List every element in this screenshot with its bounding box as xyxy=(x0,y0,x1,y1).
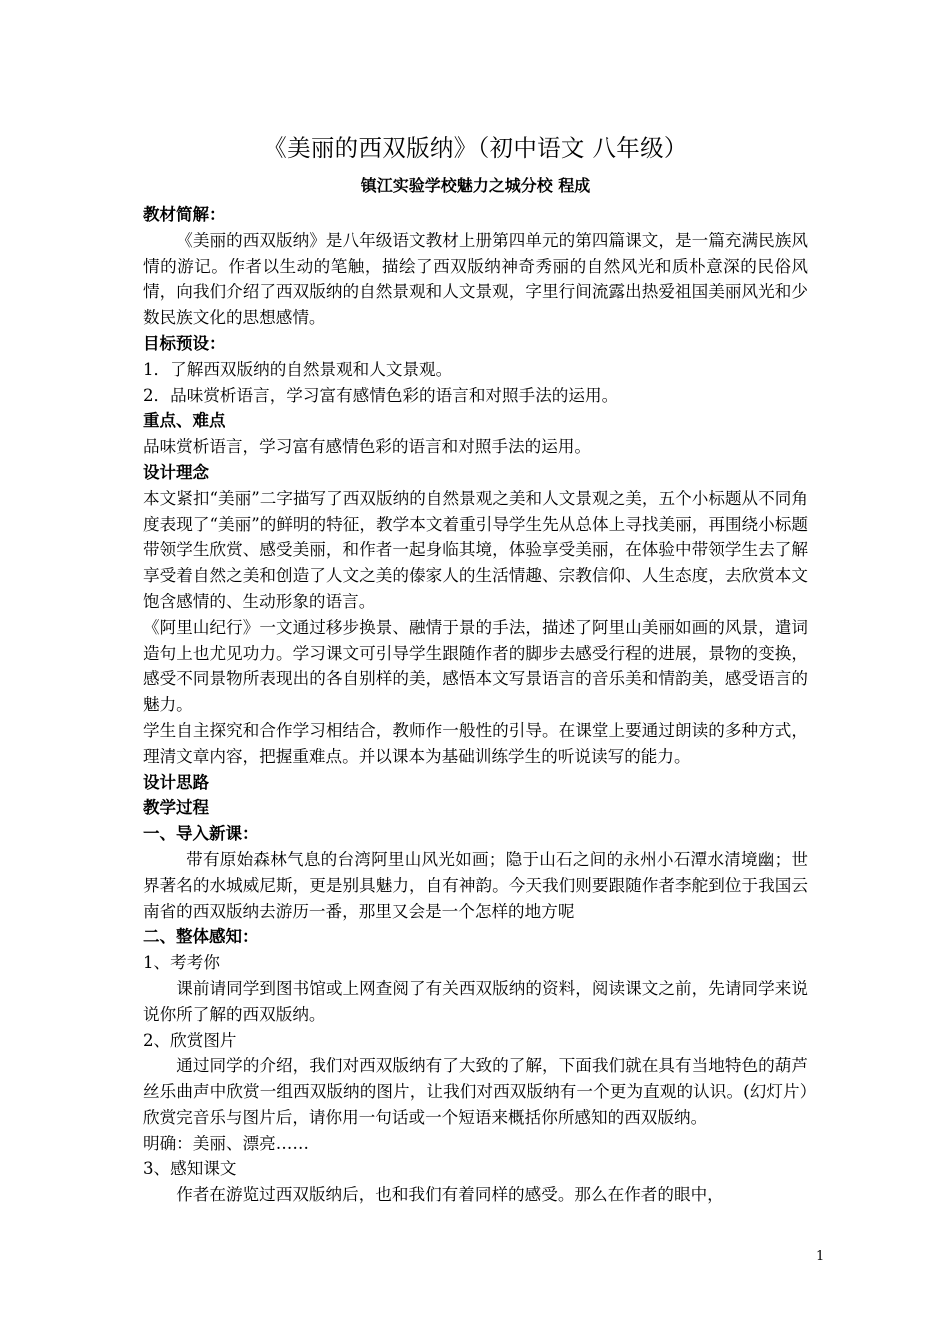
goal-item-2: 2．品味赏析语言，学习富有感情色彩的语言和对照手法的运用。 xyxy=(143,385,619,405)
concept-paragraph-1: 本文紧扣“美丽”二字描写了西双版纳的自然景观之美和人文景观之美，五个小标题从不同角度表现了“美丽”的鲜明的特征，教学本文着重引导学生先从总体上寻找美丽，再围绕小标题带领学生欣赏、感受美丽，和作者一起身临其境，体验享受美丽，在体验中带领学生去了解享受着自然之美和创造了人文之美的傣家人的生活情趣、宗教信仰、人生态度，去欣赏本文饱含感情的、生动形象的语言。 xyxy=(143,488,808,611)
heading-design-idea: 设计思路 xyxy=(143,772,209,792)
goal-item-1: 1．了解西双版纳的自然景观和人文景观。 xyxy=(143,359,453,379)
sub-3-title: 3、感知课文 xyxy=(143,1159,237,1179)
concept-paragraph-2: 《阿里山纪行》一文通过移步换景、融情于景的手法，描述了阿里山美丽如画的风景，遣词造句上也尤见功力。学习课文可引导学生跟随作者的脚步去感受行程的进展，景物的变换，感受不同景物所表现出的各自别样的美，感悟本文写景语言的音乐美和情韵美，感受语言的魅力。 xyxy=(143,617,808,715)
sub-2-paragraph: 通过同学的介绍，我们对西双版纳有了大致的了解，下面我们就在具有当地特色的葫芦丝乐曲声中欣赏一组西双版纳的图片，让我们对西双版纳有一个更为直观的认识。(幻灯片）欣赏完音乐与图片后，请你用一句话或一个短语来概括你所感知的西双版纳。 xyxy=(143,1056,808,1127)
heading-focus: 重点、难点 xyxy=(143,411,226,431)
document-title: 《美丽的西双版纳》（初中语文 八年级） xyxy=(263,134,688,162)
intro-paragraph: 《美丽的西双版纳》是八年级语文教材上册第四单元的第四篇课文，是一篇充满民族风情的游记。作者以生动的笔触，描绘了西双版纳神奇秀丽的自然风光和质朴意深的民俗风情，向我们介绍了西双版纳的自然景观和人文景观，字里行间流露出热爱祖国美丽风光和少数民族文化的思想感情。 xyxy=(143,230,808,328)
sub-2-title: 2、欣赏图片 xyxy=(143,1030,237,1050)
sub-1-title: 1、考考你 xyxy=(143,953,220,973)
heading-goals: 目标预设： xyxy=(143,333,226,353)
heading-concept: 设计理念 xyxy=(143,462,209,482)
heading-step-1: 一、导入新课： xyxy=(143,824,259,844)
document-page xyxy=(143,128,808,1208)
page-number: 1 xyxy=(816,1249,825,1264)
heading-teaching-process: 教学过程 xyxy=(143,798,209,818)
concept-paragraph-3: 学生自主探究和合作学习相结合，教师作一般性的引导。在课堂上要通过朗读的多种方式，理清文章内容，把握重难点。并以课本为基础训练学生的听说读写的能力。 xyxy=(143,720,808,766)
sub-2-answer: 明确：美丽、漂亮…… xyxy=(143,1133,309,1153)
author-line: 镇江实验学校魅力之城分校 程成 xyxy=(360,176,591,195)
heading-step-2: 二、整体感知： xyxy=(143,927,259,947)
focus-paragraph: 品味赏析语言，学习富有感情色彩的语言和对照手法的运用。 xyxy=(143,437,592,457)
step-1-paragraph: 带有原始森林气息的台湾阿里山风光如画；隐于山石之间的永州小石潭水清境幽；世界著名的水城威尼斯，更是别具魅力，自有神韵。今天我们则要跟随作者李舵到位于我国云南省的西双版纳去游历一番，那里又会是一个怎样的地方呢 xyxy=(143,849,808,921)
sub-1-paragraph: 课前请同学到图书馆或上网查阅了有关西双版纳的资料，阅读课文之前，先请同学来说说你所了解的西双版纳。 xyxy=(143,978,808,1024)
heading-intro: 教材简解： xyxy=(143,205,226,224)
sub-3-paragraph: 作者在游览过西双版纳后，也和我们有着同样的感受。那么在作者的眼中， xyxy=(176,1185,724,1205)
